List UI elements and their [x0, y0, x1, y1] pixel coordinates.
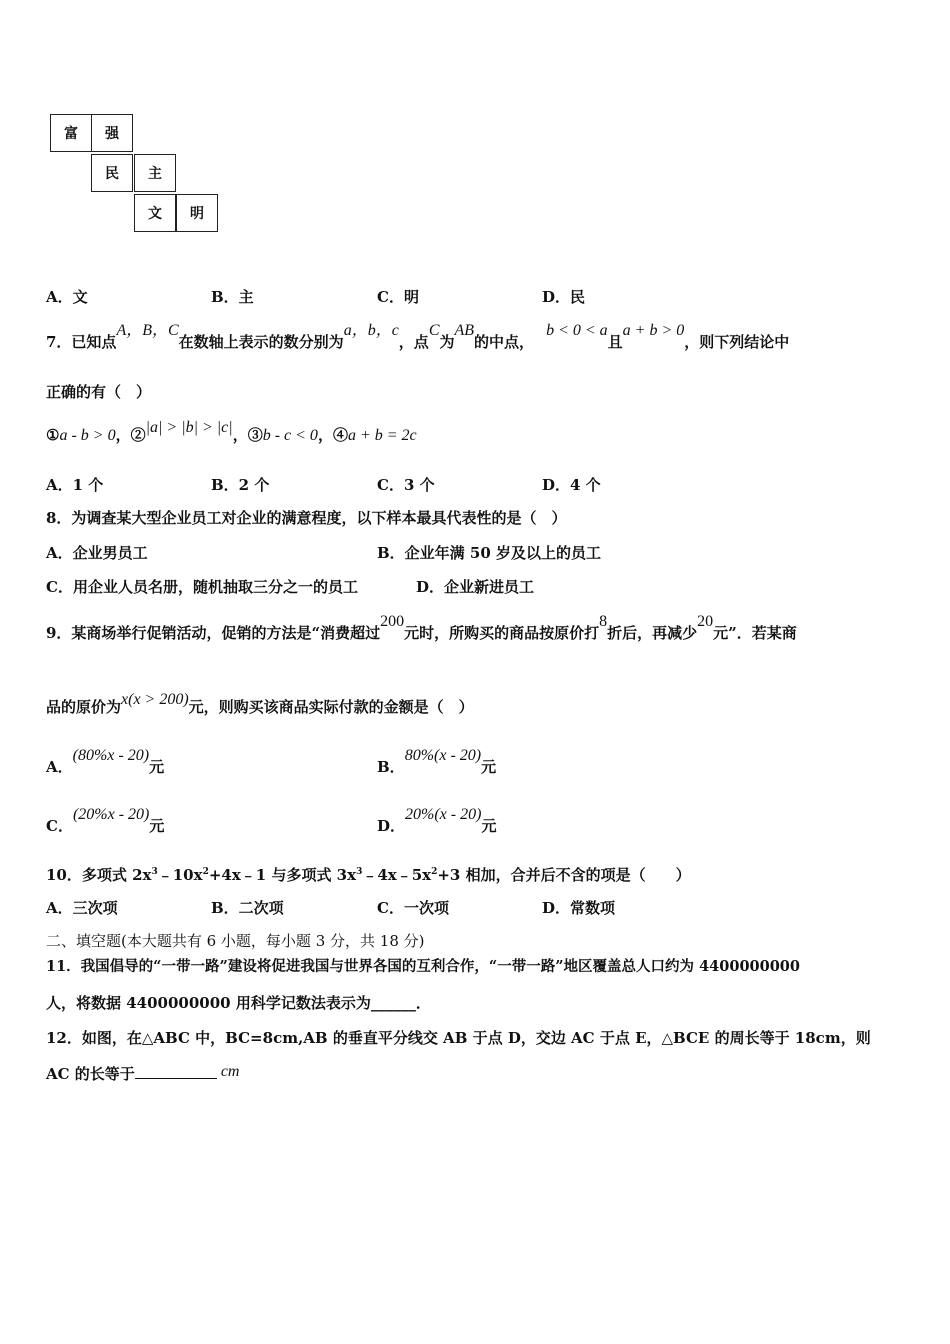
q10-option-a: A．三次项: [46, 899, 118, 917]
q7-text: 在数轴上表示的数分别为: [178, 333, 344, 351]
q7-option-a: A．1 个: [46, 476, 104, 494]
q8-option-b: B．企业年满 50 岁及以上的员工: [377, 544, 601, 562]
q8-option-a: A．企业男员工: [46, 544, 148, 562]
q8-option-d: D．企业新进员工: [416, 578, 535, 596]
net-cell: 主: [134, 154, 176, 192]
q9-unit: 元: [481, 758, 497, 776]
q7-points: A，B，C: [116, 322, 179, 339]
q7-text: 7．已知点: [46, 333, 117, 351]
q8-option-c: C．用企业人员名册，随机抽取三分之一的员工: [46, 578, 358, 596]
q7-point-c: C: [428, 322, 440, 339]
q7-num: ，③: [232, 426, 263, 444]
q9-number: 20: [697, 613, 714, 630]
q7-option-d: D．4 个: [542, 476, 601, 494]
q9-text: 元时，所购买的商品按原价打: [404, 624, 600, 642]
q7-conclusion-1: a - b > 0: [59, 427, 116, 444]
q9-expr: 20%(x - 20): [405, 806, 482, 823]
q7-num: ，②: [115, 426, 146, 444]
net-cell: 富: [50, 114, 92, 152]
q7-conclusions: [46, 419, 417, 446]
q9-number: 8: [599, 613, 608, 630]
q9-label: B．: [377, 758, 405, 776]
q7-segment-ab: AB: [454, 322, 475, 339]
q12-text: AC 的长等于: [46, 1065, 135, 1083]
q9-label: A．: [46, 758, 73, 776]
q10-stem: [46, 862, 691, 885]
q9-text: 折后，再减少: [607, 624, 698, 642]
q10-option-d: D．常数项: [542, 899, 616, 917]
q10-exponent: 2: [202, 867, 209, 877]
q9-expr: (20%x - 20): [72, 806, 150, 823]
q7-option-b: B．2 个: [211, 476, 270, 494]
q10-text: +4x﹣1 与多项式 3x: [208, 866, 357, 884]
q9-stem-line2: [46, 691, 474, 718]
q7-stem-line2: 正确的有（ ）: [46, 383, 152, 401]
q9-label: C．: [46, 817, 73, 835]
q7-num: ，④: [317, 426, 348, 444]
q9-text: 元，则购买该商品实际付款的金额是（ ）: [188, 698, 474, 716]
net-cell: 民: [91, 154, 133, 192]
q9-text: 品的原价为: [46, 698, 122, 716]
q9-unit: 元: [149, 758, 165, 776]
q9-label: D．: [377, 817, 406, 835]
q7-condition-1: b < 0 < a: [546, 322, 608, 339]
q6-option-c: C．明: [377, 288, 419, 306]
q10-option-c: C．一次项: [377, 899, 449, 917]
q7-text: 且: [607, 333, 623, 351]
q11-stem: 11．我国倡导的“一带一路”建设将促进我国与世界各国的互利合作，“一带一路”地区覆盖总人口约为 4400000000: [46, 958, 800, 975]
q7-option-c: C．3 个: [377, 476, 435, 494]
q7-values: a，b，c: [343, 322, 399, 339]
q9-text: 元”．若某商: [713, 624, 797, 642]
q9-option-a: [46, 747, 165, 778]
q9-stem: [46, 613, 797, 644]
q10-option-b: B．二次项: [211, 899, 284, 917]
q10-text: +3 相加，合并后不含的项是（ ）: [437, 866, 691, 884]
q9-number: 200: [380, 613, 405, 630]
q9-expr: (80%x - 20): [72, 747, 150, 764]
q7-text: 为: [439, 333, 455, 351]
net-cell: 文: [134, 194, 176, 232]
q8-stem: 8．为调查某大型企业员工对企业的满意程度，以下样本最具代表性的是（ ）: [46, 509, 567, 527]
q10-exponent: 2: [431, 867, 438, 877]
q9-option-b: [377, 747, 497, 778]
q9-option-c: [46, 806, 165, 837]
q10-text: ﹣10x: [157, 866, 203, 884]
q9-text: 9．某商场举行促销活动，促销的方法是“消费超过: [46, 624, 381, 642]
cube-net-figure: [48, 112, 228, 242]
q9-unit: 元: [481, 817, 497, 835]
q7-stem: [46, 322, 790, 353]
q6-option-a: A．文: [46, 288, 88, 306]
q10-exponent: 3: [151, 867, 158, 877]
q7-text: ，点: [398, 333, 429, 351]
q9-expr: 80%(x - 20): [404, 747, 482, 764]
q12-stem: 12．如图，在△ABC 中，BC=8cm,AB 的垂直平分线交 AB 于点 D，交边 AC 于点 E，△BCE 的周长等于 18cm，则: [46, 1029, 871, 1047]
q11-stem-line2: 人，将数据 4400000000 用科学记数法表示为______．: [46, 994, 431, 1012]
q9-math: x(x > 200): [121, 691, 189, 708]
q9-unit: 元: [149, 817, 165, 835]
q12-stem-line2: [46, 1064, 239, 1085]
q7-conclusion-2: |a| > |b| > |c|: [145, 419, 233, 436]
q7-condition-2: a + b > 0: [622, 322, 685, 339]
q9-option-d: [377, 806, 497, 837]
q7-conclusion-3: b - c < 0: [262, 427, 318, 444]
answer-blank[interactable]: [135, 1078, 217, 1079]
q6-option-d: D．民: [542, 288, 586, 306]
net-cell: 强: [91, 114, 133, 152]
q10-text: ﹣4x﹣5x: [362, 866, 432, 884]
q7-text: 的中点，: [474, 333, 535, 351]
q7-conclusion-4: a + b = 2c: [347, 427, 417, 444]
q10-text: 10．多项式 2x: [46, 866, 152, 884]
q12-unit: cm: [220, 1063, 240, 1080]
section-heading: 二、填空题(本大题共有 6 小题，每小题 3 分，共 18 分): [46, 932, 425, 950]
net-cell: 明: [176, 194, 218, 232]
q6-option-b: B．主: [211, 288, 254, 306]
q10-exponent: 3: [356, 867, 363, 877]
q7-text: ，则下列结论中: [684, 333, 790, 351]
q7-num: ①: [46, 426, 60, 444]
